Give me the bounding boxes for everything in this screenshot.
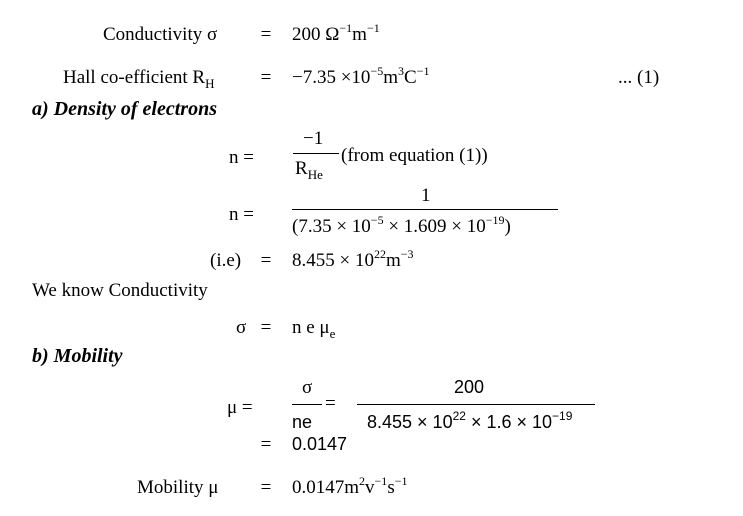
mobility-result: 0.0147 — [292, 434, 348, 454]
section-heading-density: a) Density of electrons — [32, 98, 217, 120]
fraction-bar — [292, 209, 558, 210]
equals-sign: = — [260, 67, 272, 88]
hall-coefficient-value: $-7.35 \times 10^{-5}m^3C^{-1}$ — [292, 64, 430, 88]
fraction-denominator: ne — [292, 412, 313, 432]
fraction-numerator: 1 — [421, 185, 431, 206]
fraction-denominator: $8.455 \times 10^{22} \times 1.6 \times 10^{-19}$ — [367, 409, 573, 432]
mobility-final-value: $0.0147m^2v^{-1}s^{-1}$ — [292, 474, 408, 498]
conductivity-formula: n e $\mu_e$ — [292, 317, 336, 341]
conductivity-value: 200 $\Omega^{-1}m^{-1}$ — [292, 21, 380, 45]
equals-sign: = — [325, 393, 336, 414]
fraction-bar — [292, 404, 322, 405]
equals-sign: = — [260, 24, 272, 45]
equals-sign: = — [260, 317, 272, 338]
fraction-denominator: $(7.35 \times 10^{-5} \times 1.609 \times 10^{-19})$ — [292, 213, 511, 237]
fraction-numerator: σ — [302, 377, 313, 398]
hall-coefficient-label: Hall co-efficient $R_H$ — [63, 67, 215, 91]
density-result: $8.455 \times 10^{22}m^{-3}$ — [292, 247, 414, 271]
density-lhs-2: n = — [229, 204, 254, 225]
section-heading-mobility: b) Mobility — [32, 345, 123, 367]
fraction-bar — [293, 153, 339, 154]
statement-text: We know Conductivity — [32, 280, 208, 301]
density-lhs: n = — [229, 147, 254, 168]
fraction-numerator: 200 — [454, 377, 485, 397]
equation-note: (from equation (1)) — [341, 145, 488, 166]
equation-reference: ... (1) — [618, 67, 660, 88]
sigma-lhs: σ — [236, 317, 247, 338]
fraction-denominator: $R_{He}$ — [295, 158, 323, 182]
equals-sign: = — [260, 477, 272, 498]
equals-sign: = — [260, 250, 272, 271]
fraction-numerator: −1 — [303, 128, 324, 149]
mobility-lhs: μ = — [227, 397, 253, 418]
ie-label: (i.e) — [210, 250, 242, 271]
fraction-bar — [357, 404, 595, 405]
equals-sign: = — [260, 434, 272, 455]
conductivity-label: Conductivity σ — [103, 24, 218, 45]
mobility-label: Mobility μ — [137, 477, 219, 498]
